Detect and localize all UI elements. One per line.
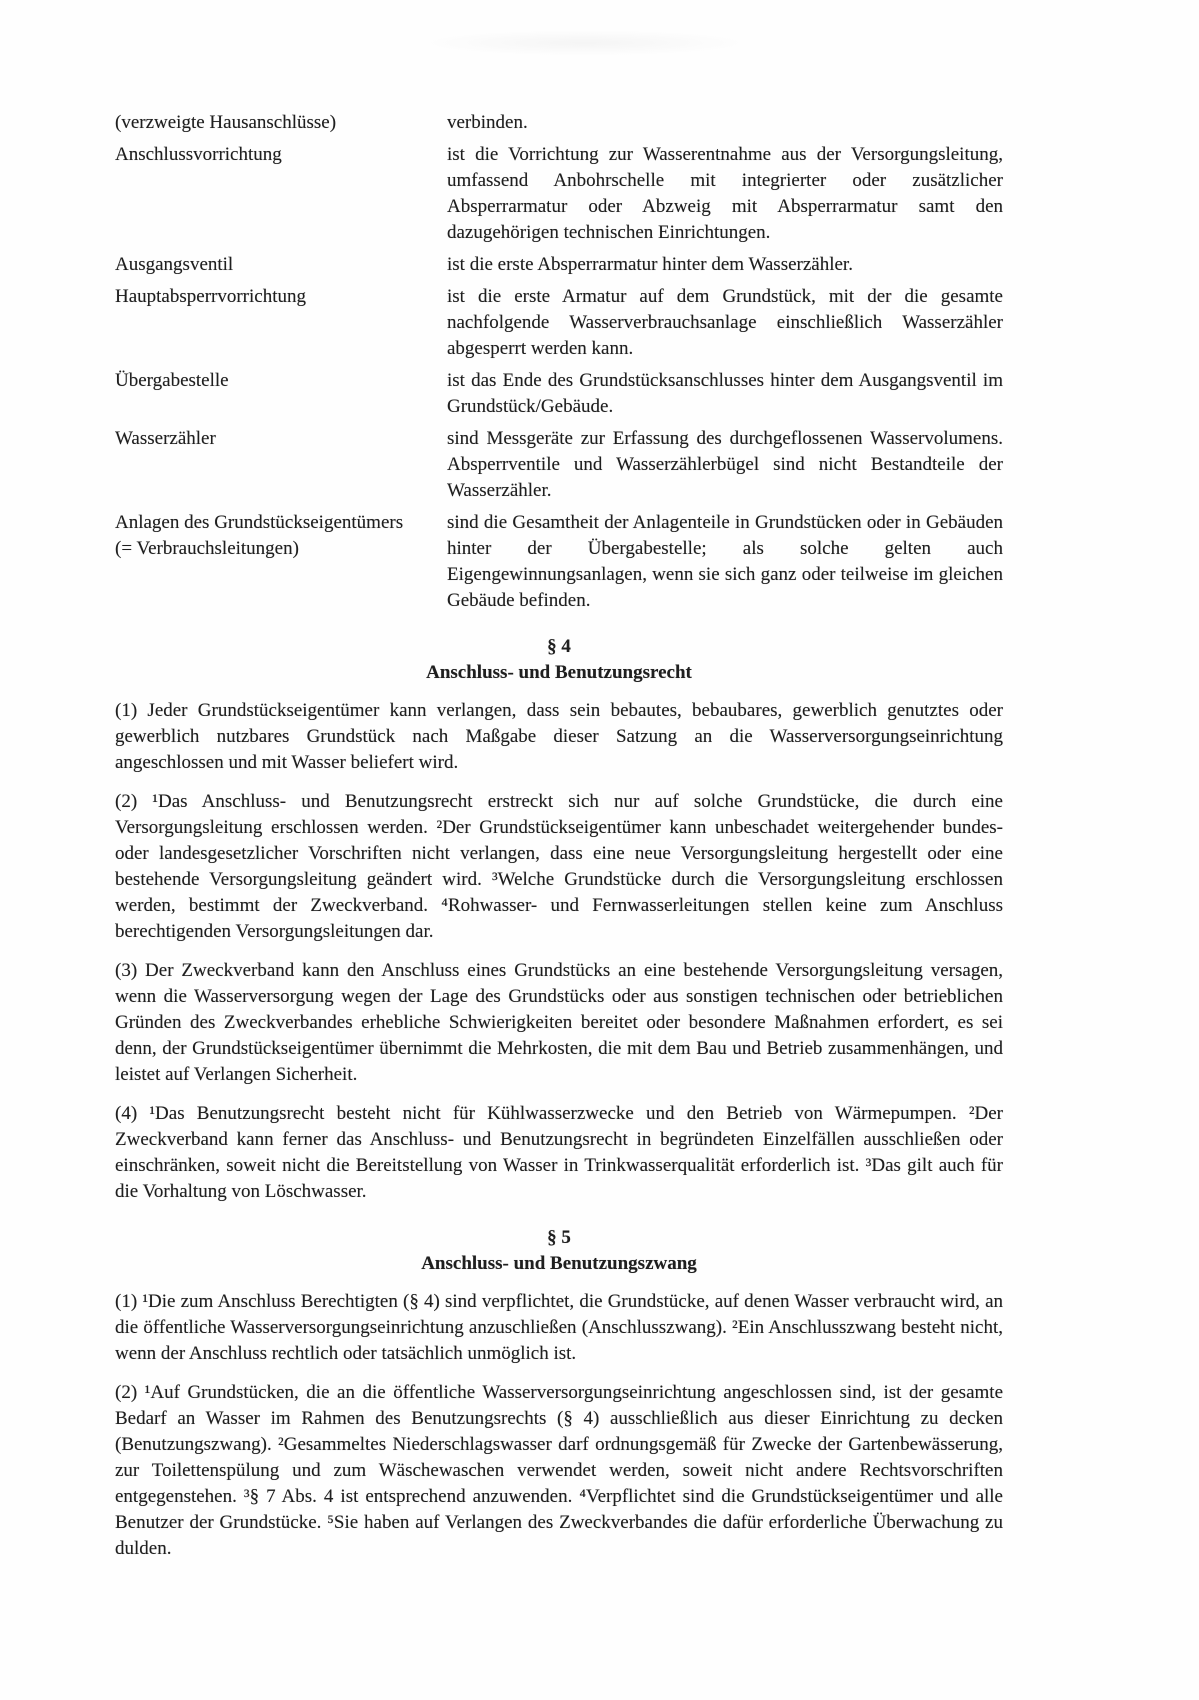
definition-term [115, 252, 447, 278]
definition-term-line: Anlagen des Grundstückseigentümers [115, 512, 404, 533]
definition-term [115, 426, 447, 504]
section-heading-5 [115, 1225, 1003, 1277]
paragraph: (1) ¹Die zum Anschluss Berechtigten (§ 4) sind verpflichtet, die Grundstücke, auf denen Wasser verbraucht wird, an die öffentliche Wasserversorgungseinrichtung anzuschließen (Anschlusszwang). ²Ein Anschlusszwang besteht nicht, wenn der Anschluss rechtlich oder tatsächlich unmöglich ist. [115, 1291, 1003, 1364]
definition-term [115, 142, 447, 246]
definition-row [115, 426, 1003, 504]
section-number: § 5 [547, 1227, 571, 1248]
definition-row [115, 284, 1003, 362]
paragraph: (2) ¹Auf Grundstücken, die an die öffentliche Wasserversorgungseinrichtung angeschlossen sind, ist der gesamte Bedarf an Wasser im Rahmen des Benutzungsrechts (§ 4) ausschließlich aus dieser Einrichtung zu decken (Benutzungszwang). ²Gesammeltes Niederschlagswasser darf ordnungsgemäß für Zwecke der Gartenbewässerung, zur Toilettenspülung und zum Wäschewaschen verwendet werden, soweit nicht andere Rechtsvorschriften entgegenstehen. ³§ 7 Abs. 4 ist entsprechend anzuwenden. ⁴Verpflichtet sind die Grundstückseigentümer und alle Benutzer der Grundstücke. ⁵Sie haben auf Verlangen des Zweckverbandes die dafür erforderliche Überwachung zu dulden. [115, 1382, 1003, 1559]
definition-text: sind Messgeräte zur Erfassung des durchgeflossenen Wasservolumens. Absperrventile und Wasserzählerbügel sind nicht Bestandteile der Wasserzähler. [447, 428, 1003, 501]
paragraph: (3) Der Zweckverband kann den Anschluss eines Grundstücks an eine bestehende Versorgungsleitung versagen, wenn die Wasserversorgung wegen der Lage des Grundstücks oder aus sonstigen technischen oder betrieblichen Gründen des Zweckverbandes erhebliche Schwierigkeiten bereitet oder besondere Maßnahmen erfordert, es sei denn, der Grundstückseigentümer übernimmt die Mehrkosten, die mit dem Bau und Betrieb zusammenhängen, und leistet auf Verlangen Sicherheit. [115, 960, 1003, 1085]
definition-row [115, 142, 1003, 246]
scan-artifact [420, 30, 750, 56]
definition-term-line: Wasserzähler [115, 428, 216, 449]
definition-text: verbinden. [447, 112, 528, 133]
section-heading-4 [115, 634, 1003, 686]
definition-term-line2: (= Verbrauchsleitungen) [115, 538, 299, 559]
definition-text: ist die erste Absperrarmatur hinter dem Wasserzähler. [447, 254, 853, 275]
definition-row [115, 110, 1003, 136]
definition-row [115, 368, 1003, 420]
definition-term-line: Hauptabsperrvorrichtung [115, 286, 306, 307]
paragraph: (1) Jeder Grundstückseigentümer kann verlangen, dass sein bebautes, bebaubares, gewerblich genutztes oder gewerblich nutzbares Grundstück nach Maßgabe dieser Satzung an die Wasserversorgungseinrichtung angeschlossen und mit Wasser beliefert wird. [115, 700, 1003, 773]
definition-text: ist das Ende des Grundstücksanschlusses hinter dem Ausgangsventil im Grundstück/Gebäude. [447, 370, 1003, 417]
definition-term-line: Ausgangsventil [115, 254, 234, 275]
definition-term [115, 284, 447, 362]
page-content [115, 110, 1003, 1575]
paragraph: (2) ¹Das Anschluss- und Benutzungsrecht erstreckt sich nur auf solche Grundstücke, die durch eine Versorgungsleitung erschlossen werden. ²Der Grundstückseigentümer kann unbeschadet weitergehender bundes- oder landesgesetzlicher Vorschriften nicht verlangen, dass eine neue Versorgungsleitung hergestellt oder eine bestehende Versorgungsleitung geändert wird. ³Welche Grundstücke durch die Versorgungsleitung erschlossen werden, bestimmt der Zweckverband. ⁴Rohwasser- und Fernwasserleitungen stellen keine zum Anschluss berechtigenden Versorgungsleitungen dar. [115, 791, 1003, 942]
section-number: § 4 [547, 636, 571, 657]
definition-term-line: Anschlussvorrichtung [115, 144, 282, 165]
definition-row [115, 510, 1003, 614]
definition-term [115, 510, 447, 614]
section-title: Anschluss- und Benutzungsrecht [426, 662, 692, 683]
section-title: Anschluss- und Benutzungszwang [421, 1253, 697, 1274]
definition-text: ist die Vorrichtung zur Wasserentnahme aus der Versorgungsleitung, umfassend Anbohrschelle mit integrierter oder zusätzlicher Absperrarmatur oder Abzweig mit Absperrarmatur samt den dazugehörigen technischen Einrichtungen. [447, 144, 1003, 243]
definition-text: sind die Gesamtheit der Anlagenteile in Grundstücken oder in Gebäuden hinter der Übergabestelle; als solche gelten auch Eigengewinnungsanlagen, wenn sie sich ganz oder teilweise im gleichen Gebäude befinden. [447, 512, 1003, 611]
definition-term-line: (verzweigte Hausanschlüsse) [115, 112, 337, 133]
definition-row [115, 252, 1003, 278]
definition-text: ist die erste Armatur auf dem Grundstück, mit der die gesamte nachfolgende Wasserverbrauchsanlage einschließlich Wasserzähler abgesperrt werden kann. [447, 286, 1003, 359]
definition-term [115, 368, 447, 420]
definition-term-line: Übergabestelle [115, 370, 229, 391]
definition-term [115, 110, 447, 136]
paragraph: (4) ¹Das Benutzungsrecht besteht nicht für Kühlwasserzwecke und den Betrieb von Wärmepumpen. ²Der Zweckverband kann ferner das Anschluss- und Benutzungsrecht in begründeten Einzelfällen ausschließen oder einschränken, soweit nicht die Bereitstellung von Wasser in Trinkwasserqualität erforderlich ist. ³Das gilt auch für die Vorhaltung von Löschwasser. [115, 1103, 1003, 1202]
